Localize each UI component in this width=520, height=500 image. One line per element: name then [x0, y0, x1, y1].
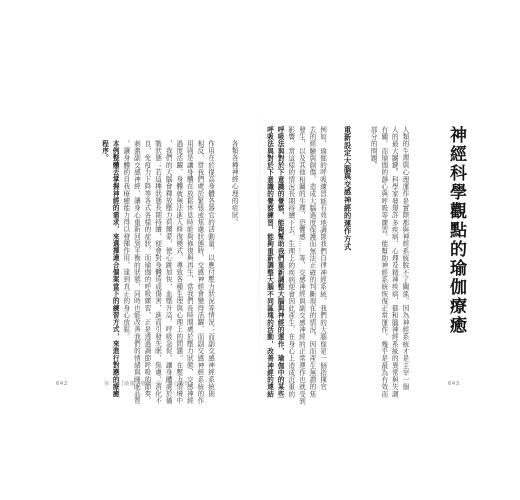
body-column: 例如，瑜伽的呼吸練習能有效地調節我們自律神經系統。我們的大腦像是一個指揮官 [318, 126, 327, 391]
body-column: ，讓身體的自我療癒能力得以發揮作用，達到真正的身心放鬆。 [121, 140, 130, 341]
body-column: 各類各種神經心理的症狀。 [230, 140, 239, 226]
body-column: 相反，當我們處於緊張或焦慮狀態時，交感神經會變得活躍，而副交感神經系統的作 [195, 140, 204, 405]
intro-column: 部分的問題。 [369, 126, 378, 169]
body-column: 戰狀態；若這種狀態長期持續，便會對身體造成傷害，進而引發失眠、焦慮、消化不 [153, 140, 162, 405]
right-page [260, 0, 520, 500]
bold-column: 呼吸法與對於下意識的覺察練習，能夠重新調整大腦不同區塊的活動，改善神經的連結 [265, 126, 274, 398]
intro-column: 有關，而瑜伽的靜心與呼吸等練習，能幫助神經系統恢復正常運作，幾乎是最為有效而 [379, 126, 388, 398]
body-column: 影響。當這樣的情況長期持續下去，生理上的疾病便會因此產生，在身心上造成沉重的 [286, 126, 295, 398]
bold-column: 呼吸法與對於下意識的覺察，能夠幫助我們重新調整大腦與神經的運作，瑜伽中的某些 [276, 126, 285, 398]
intro-column: 人的最大關鍵。科學家發現許多疾病、心理及精神疾病，都和腦神經系統的異常與失調 [390, 126, 399, 398]
intro-column: 人類的生理與心理運作是實際都與神經系統脫不了關係，因為神經系統才是主宰一個 [400, 126, 409, 391]
body-column: 作用在於提高身體各器官的活動量，以應付壓力狀況等情況；而副交感神經系統則 [206, 140, 215, 398]
body-column: ，我們的大腦會釋放壓力荷爾蒙，使心跳加快、血壓升高、呼吸急促，讓身體處於備 [164, 140, 173, 405]
page-number-right: 043 [448, 381, 460, 387]
running-head: 第一章│瑜伽「療癒」的「身心觀察」 [104, 381, 196, 387]
section-heading: 重新設定大腦與交感神經的運作方式 [343, 126, 353, 251]
body-column: 發生，以及其他相關的生理、恐懼感……等，交感神經與副交感神經的正常運作也就受到 [297, 126, 306, 405]
page-number-left: 042 [56, 381, 68, 387]
chapter-title: 神經科學觀點的瑜伽療癒 [446, 126, 466, 335]
body-column: 良、免疫力下降等各式各樣的症狀。而瑜伽的呼吸練習，正是透過調節呼吸的節奏， [142, 140, 151, 405]
body-column: 刺激副交感神經，讓身心重新回到平衡的狀態，同時也能改善我們的情緒與睡眠品質 [132, 140, 141, 405]
bold-column: 本例整體去掌握神經的需求，來選擇適合個案當下的練習方式，來進行對應的療癒 [111, 140, 120, 398]
body-column: 過度活躍，身體就無法進入修復模式，導致各種生理與心理上的問題。在壓力情境中 [174, 140, 183, 405]
body-column: 用則是讓身體在放鬆休息時能夠修復與再生，當我們長時間處於壓力狀態，交感神經 [185, 140, 194, 405]
body-column: 去的經驗與創傷，造成大腦過度保護而無法正確的判斷現在的情況，因而產生無謂的焦 [307, 126, 316, 398]
bold-column: 程序。 [100, 140, 109, 162]
right-page-text [265, 126, 409, 405]
